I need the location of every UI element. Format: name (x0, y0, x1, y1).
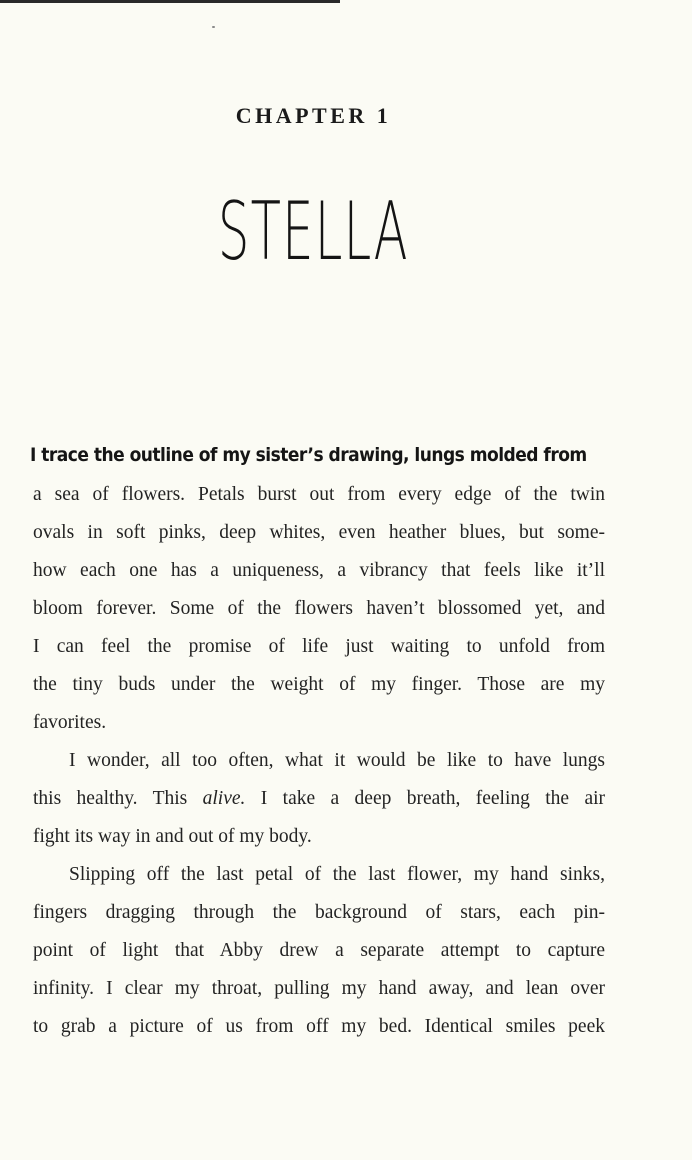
text-line: to grab a picture of us from off my bed. Identical smiles peek (33, 1016, 605, 1037)
chapter-number-label: CHAPTER 1 (235, 103, 392, 128)
text-line: bloom forever. Some of the flowers haven’t blossomed yet, and (33, 598, 605, 619)
text-line (33, 780, 605, 818)
text-line: favorites. (33, 712, 107, 733)
text-run: this healthy. This (33, 788, 203, 809)
text-line: fight its way in and out of my body. (33, 826, 312, 847)
page-top-edge (0, 0, 340, 3)
text-line: I can feel the promise of life just waiting to unfold from (33, 636, 605, 657)
body-text (33, 476, 605, 1046)
paper-speck (212, 26, 215, 28)
text-line: how each one has a uniqueness, a vibrancy that feels like it’ll (33, 560, 605, 581)
paragraph-first-line: I wonder, all too often, what it would be like to have lungs (69, 750, 605, 771)
text-line: point of light that Abby drew a separate attempt to capture (33, 940, 605, 961)
chapter-title: STELLA (217, 185, 409, 278)
text-line: the tiny buds under the weight of my finger. Those are my (33, 674, 605, 695)
text-line: fingers dragging through the background of stars, each pin- (33, 902, 605, 923)
opening-line: I trace the outline of my sister’s drawing, lungs molded from (30, 444, 587, 466)
emphasized-word: alive. (202, 788, 246, 809)
text-line: a sea of flowers. Petals burst out from every edge of the twin (33, 484, 605, 505)
text-run: I take a deep breath, feeling the air (245, 788, 606, 809)
text-line: infinity. I clear my throat, pulling my hand away, and lean over (33, 978, 605, 999)
paragraph-first-line: Slipping off the last petal of the last flower, my hand sinks, (69, 864, 605, 885)
text-line: ovals in soft pinks, deep whites, even heather blues, but some- (33, 522, 605, 543)
